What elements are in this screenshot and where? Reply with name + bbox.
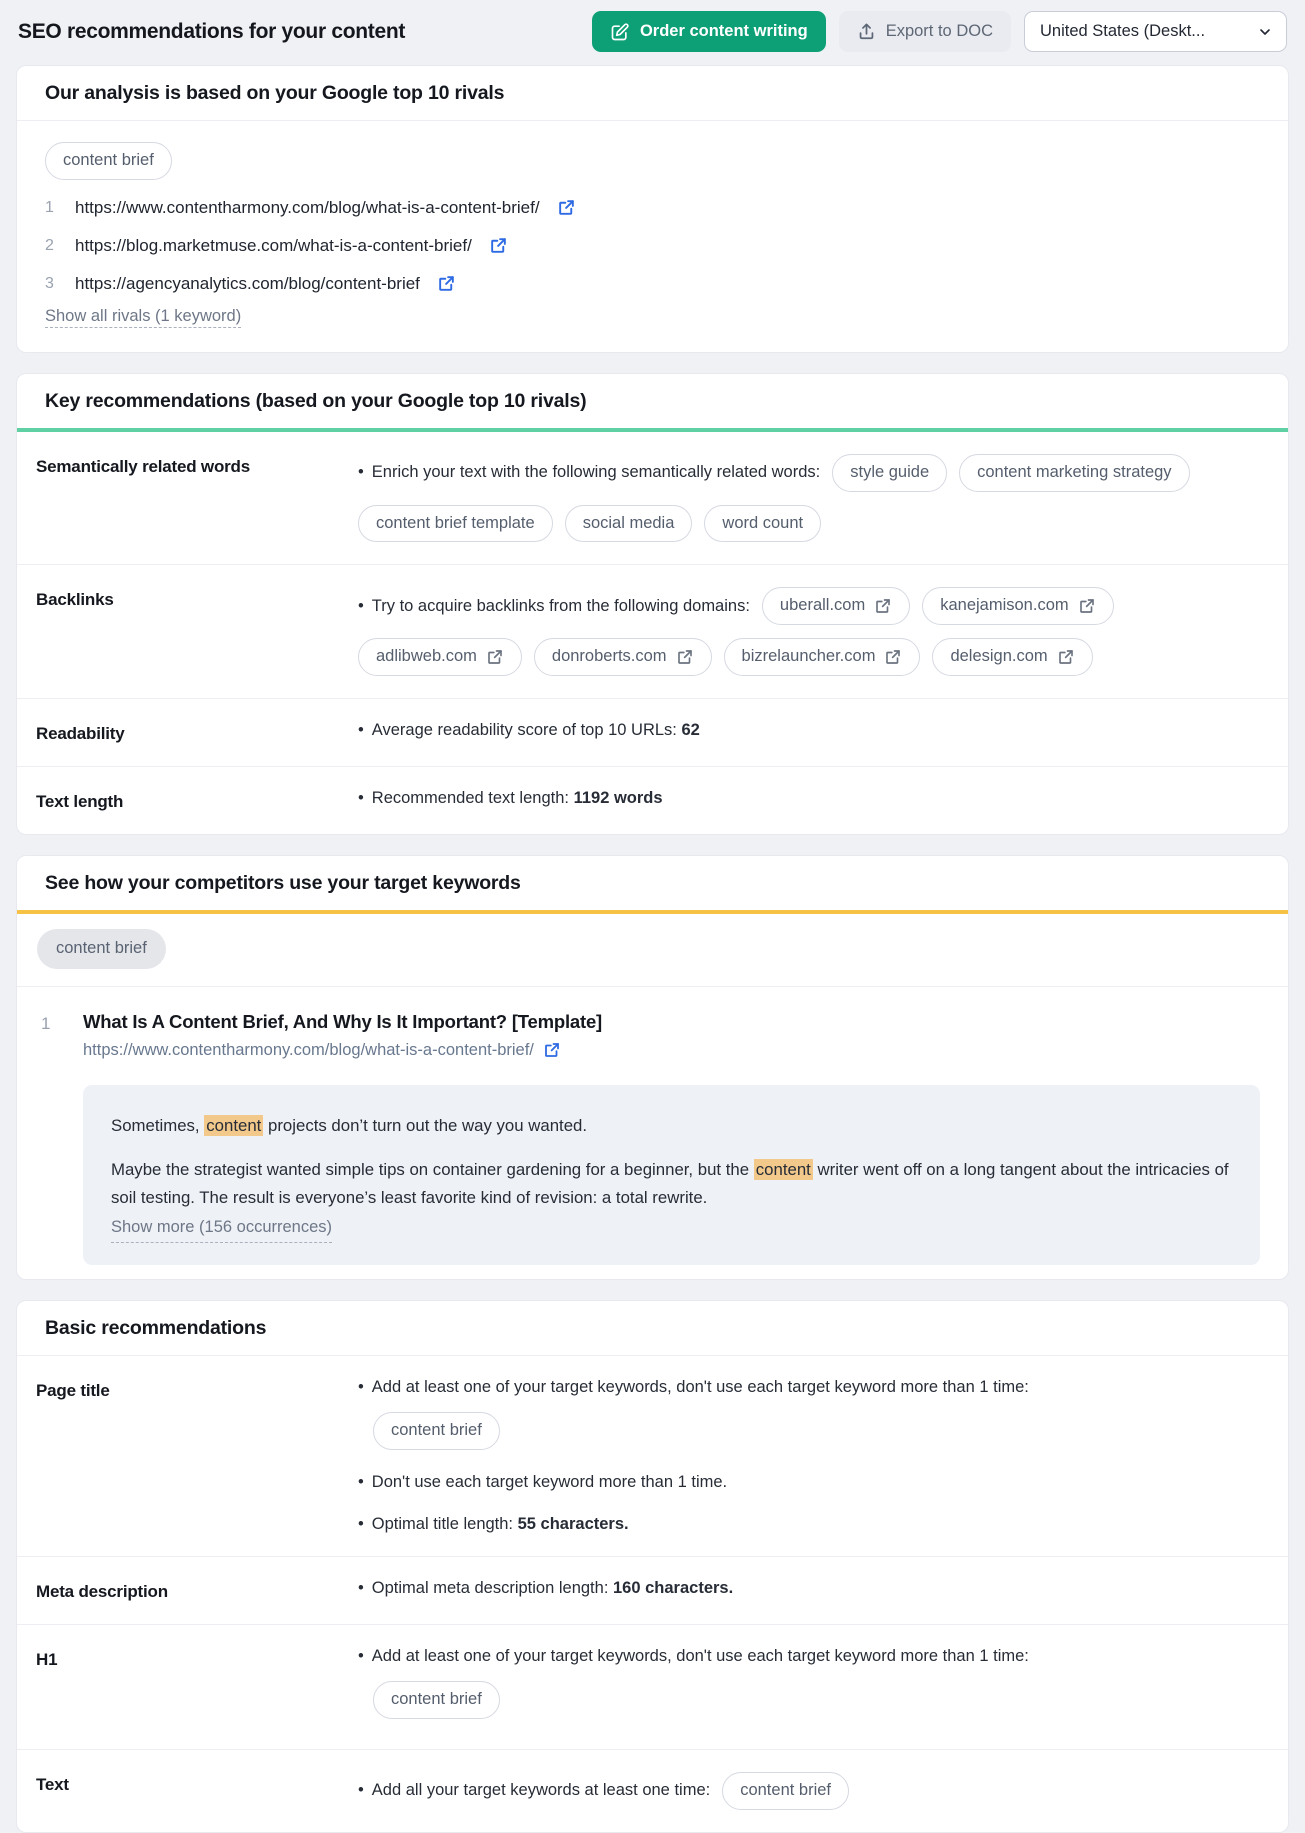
readability-score: 62 [681,720,700,739]
meta-description-label: Meta description [36,1582,168,1602]
text-length-row [17,766,1288,834]
semantic-words-label: Semantically related words [36,456,250,476]
page-header [0,0,1305,65]
basic-recommendations-title: Basic recommendations [45,1317,267,1340]
text-length-text: Recommended text length: 1192 words [371,788,663,807]
semantic-word-chip: style guide [832,454,947,492]
competitor-excerpt [83,1085,1260,1266]
backlink-domain-chip[interactable] [358,638,522,676]
excerpt-paragraph: Sometimes, content projects don’t turn out the way you wanted. [111,1115,588,1135]
rival-url-link[interactable]: https://www.contentharmony.com/blog/what-is-a-content-brief/ [75,197,540,217]
page-title-bullet-2: Don't use each target keyword more than 1 time. [371,1473,728,1492]
keyword-tabs [17,914,1288,987]
bullet-dot: • [358,1515,364,1534]
meta-description-row [17,1556,1288,1624]
competitor-page-title: What Is A Content Brief, And Why Is It Important? [Template] [83,1010,603,1032]
key-recommendations-header [17,374,1288,432]
target-keyword-chip: content brief [373,1412,500,1450]
order-content-writing-button[interactable] [592,11,826,52]
bullet-dot: • [358,720,364,739]
edit-icon [610,22,630,42]
rival-url-row [45,198,1260,218]
readability-row [17,698,1288,766]
highlighted-keyword: content [755,1160,811,1180]
backlink-domain-chip[interactable] [922,587,1113,625]
rival-number: 2 [45,236,54,254]
rival-url-row [45,236,1260,256]
highlighted-keyword: content [206,1115,262,1135]
excerpt-paragraph: Maybe the strategist wanted simple tips on container gardening for a beginner, but the content writer went off on a long tangent about the intricacies of soil testing. The result is everyone’s least favorite kind of revision: a total rewrite. [111,1160,1229,1207]
backlink-domain-chip[interactable] [762,587,910,625]
external-link-icon[interactable] [437,274,456,293]
external-link-icon [874,597,892,615]
h1-label: H1 [36,1650,58,1670]
backlink-domain-label: donroberts.com [551,647,667,666]
external-link-icon [884,648,902,666]
page-title: SEO recommendations for your content [18,19,406,43]
text-bullet: Add all your target keywords at least one time: [371,1781,711,1800]
rival-number: 1 [45,198,54,216]
keyword-tab-content-brief[interactable]: content brief [37,929,166,969]
page-title-bullet-3: Optimal title length: 55 characters. [371,1515,629,1534]
semantic-word-chip: content marketing strategy [959,454,1189,492]
semantic-word-chip: content brief template [358,505,553,543]
meta-description-bullet: Optimal meta description length: 160 characters. [371,1579,734,1598]
text-length-label: Text length [36,791,124,811]
page-title-bullet-1: Add at least one of your target keywords, don't use each target keyword more than 1 time: [371,1378,1029,1397]
external-link-icon[interactable] [489,236,508,255]
backlinks-lead: Try to acquire backlinks from the following domains: [371,596,750,615]
external-link-icon [486,648,504,666]
rivals-card-body [17,121,1288,352]
target-keyword-chip: content brief [722,1772,849,1810]
backlink-domain-label: bizrelauncher.com [741,647,876,666]
rivals-card-title: Our analysis is based on your Google top 10 rivals [45,82,505,104]
show-all-rivals-link[interactable]: Show all rivals (1 keyword) [45,307,241,328]
competitor-url-link[interactable]: https://www.contentharmony.com/blog/what-is-a-content-brief/ [83,1040,534,1059]
basic-recommendations-card [16,1300,1289,1832]
external-link-icon[interactable] [557,198,576,217]
rival-url-link[interactable]: https://agencyanalytics.com/blog/content-brief [75,273,420,293]
upload-icon [857,22,876,41]
chevron-down-icon [1257,24,1273,40]
semantic-word-chip: word count [704,505,821,543]
h1-bullet: Add at least one of your target keywords, don't use each target keyword more than 1 time: [371,1647,1029,1666]
backlinks-row [17,564,1288,698]
backlink-domain-label: uberall.com [779,596,866,615]
bullet-dot: • [358,463,364,482]
backlink-domain-label: kanejamison.com [940,596,1069,615]
keyword-chip: content brief [45,142,172,180]
backlink-domain-chip[interactable] [534,638,712,676]
page-title-label: Page title [36,1381,110,1401]
backlink-domain-label: delesign.com [950,647,1048,666]
bullet-dot: • [358,788,364,807]
rival-url-row [45,274,1260,294]
competitors-title: See how your competitors use your target keywords [45,871,521,894]
rival-number: 3 [45,274,54,292]
basic-recommendations-header [17,1301,1288,1356]
bullet-dot: • [358,596,364,615]
optimal-meta-length-value: 160 characters. [613,1579,734,1598]
rivals-card [16,65,1289,353]
competitor-url-row [83,1041,1260,1060]
h1-row [17,1624,1288,1749]
backlink-domain-label: adlibweb.com [376,647,477,666]
semantic-words-lead: Enrich your text with the following semantically related words: [371,463,821,482]
key-recommendations-card [16,373,1289,835]
readability-text: Average readability score of top 10 URLs: 62 [371,720,700,739]
competitors-header [17,856,1288,914]
bullet-dot: • [358,1647,364,1666]
bullet-dot: • [358,1781,364,1800]
competitor-item [17,987,1288,1280]
region-device-select[interactable] [1024,11,1287,52]
external-link-icon [1057,648,1075,666]
external-link-icon [1078,597,1096,615]
key-recommendations-title: Key recommendations (based on your Google top 10 rivals) [45,389,587,412]
rivals-card-header [17,66,1288,121]
bullet-dot: • [358,1473,364,1492]
readability-label: Readability [36,723,125,743]
page-title-row [17,1356,1288,1556]
optimal-title-length-value: 55 characters. [517,1515,629,1534]
text-length-value: 1192 words [573,788,663,807]
region-device-value: United States (Deskt... [1040,22,1206,40]
order-content-writing-label: Order content writing [639,22,808,40]
semantic-words-row [17,432,1288,565]
external-link-icon [676,648,694,666]
competitor-number: 1 [41,1013,51,1033]
external-link-icon[interactable] [543,1041,561,1059]
competitors-card [16,855,1289,1280]
text-row [17,1749,1288,1832]
semantic-word-chip: social media [565,505,693,543]
bullet-dot: • [358,1378,364,1397]
header-actions [592,11,1287,52]
backlinks-label: Backlinks [36,590,114,610]
rival-url-link[interactable]: https://blog.marketmuse.com/what-is-a-content-brief/ [75,235,472,255]
export-to-doc-label: Export to DOC [885,22,993,40]
show-more-occurrences-link[interactable]: Show more (156 occurrences) [111,1214,332,1243]
text-label: Text [36,1775,69,1795]
bullet-dot: • [358,1579,364,1598]
backlink-domain-chip[interactable] [932,638,1092,676]
backlink-domain-chip[interactable] [724,638,921,676]
target-keyword-chip: content brief [373,1681,500,1719]
export-to-doc-button[interactable] [839,11,1011,52]
